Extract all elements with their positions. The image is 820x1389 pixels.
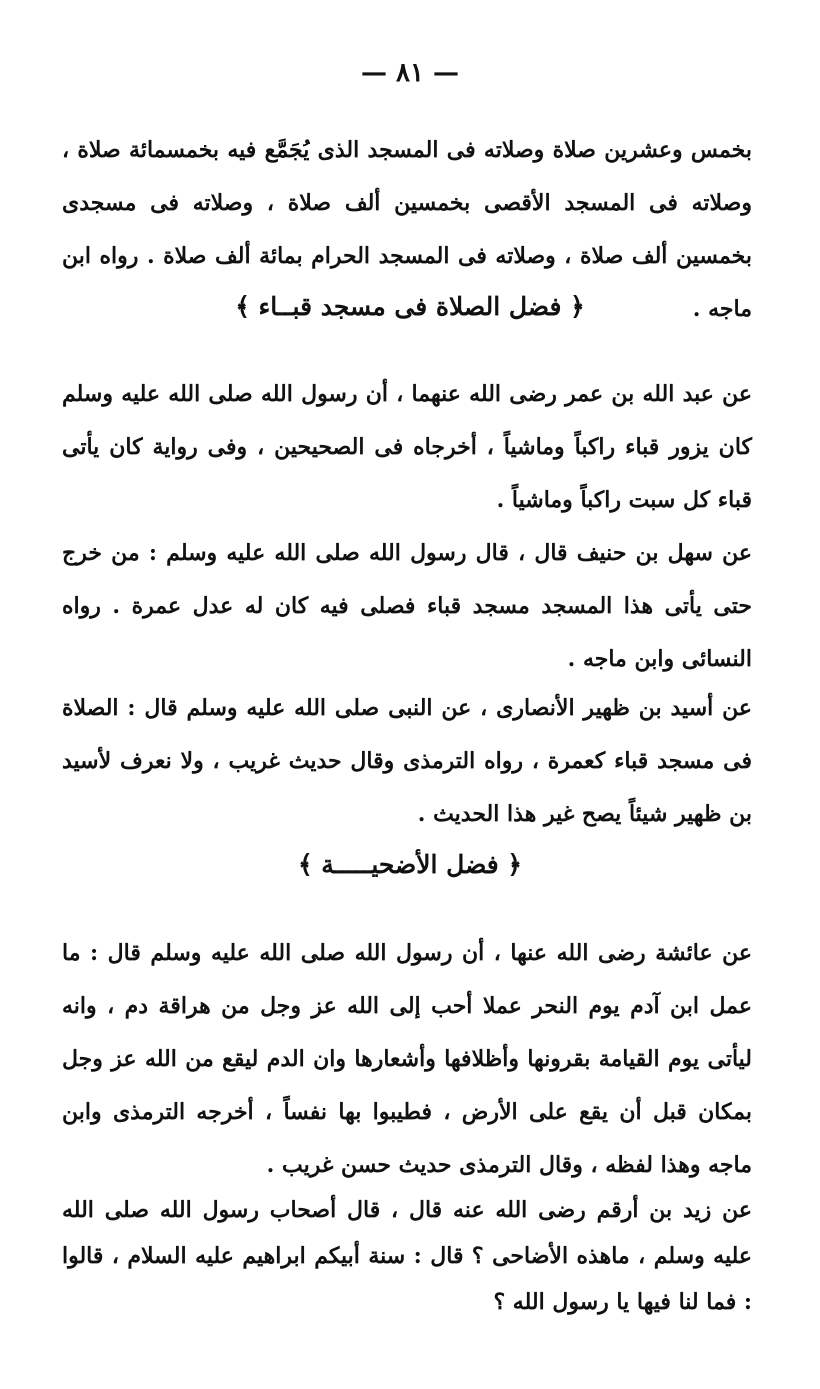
paragraph-sahl-ibn-hunaif: عن سهل بن حنيف قال ، قال رسول الله صلى الله عليه وسلم : من خرج حتى يأتى هذا المسجد مسجد قباء فصلى فيه كان له عدل عمرة . رواه النسائى وابن ماجه .: [62, 540, 752, 672]
paragraph-usaid-ibn-zuhair: عن أسيد بن ظهير الأنصارى ، عن النبى صلى الله عليه وسلم قال : الصلاة فى مسجد قباء كعمرة ، رواه الترمذى وقال حديث غريب ، ولا نعرف لأسيد بن ظهير شيئاً يصح غير هذا الحديث .: [62, 695, 752, 827]
paragraph-continuation: بخمس وعشرين صلاة وصلاته فى المسجد الذى يُجَمَّع فيه بخمسمائة صلاة ، وصلاته فى المسجد الأقصى بخمسين ألف صلاة ، وصلاته فى مسجدى بخمسين ألف صلاة ، وصلاته فى المسجد الحرام بمائة ألف صلاة . رواه ابن ماجه .: [62, 137, 753, 322]
paragraph-aisha: عن عائشة رضى الله عنها ، أن رسول الله صلى الله عليه وسلم قال : ما عمل ابن آدم يوم النحر عملا أحب إلى الله عز وجل من هراقة دم ، وانه ليأتى يوم القيامة بقرونها وأظلافها وأشعارها وان الدم ليقع من الله عز وجل بمكان قبل أن يقع على الأرض ، فطيبوا بها نفساً ، أخرجه الترمذى وابن ماجه وهذا لفظه ، وقال الترمذى حديث حسن غريب .: [62, 940, 752, 1178]
paragraph-zaid-ibn-arqam: عن زيد بن أرقم رضى الله عنه قال ، قال أصحاب رسول الله صلى الله عليه وسلم ، ماهذه الأضاحى ؟ قال : سنة أبيكم ابراهيم عليه السلام ، قالوا : فما لنا فيها يا رسول الله ؟: [62, 1197, 752, 1315]
section-heading-quba: ﴿ فضل الصلاة فى مسجد قبــاء ﴾: [235, 292, 585, 321]
paragraph-ibn-umar: عن عبد الله بن عمر رضى الله عنهما ، أن رسول الله صلى الله عليه وسلم كان يزور قباء راكباً وماشياً ، أخرجاه فى الصحيحين ، وفى رواية كان يأتى قباء كل سبت راكباً وماشياً .: [62, 381, 752, 513]
page-number: — ٨١ —: [360, 58, 460, 88]
section-heading-udhiya: ﴿ فضل الأضحيـــــة ﴾: [297, 850, 523, 879]
